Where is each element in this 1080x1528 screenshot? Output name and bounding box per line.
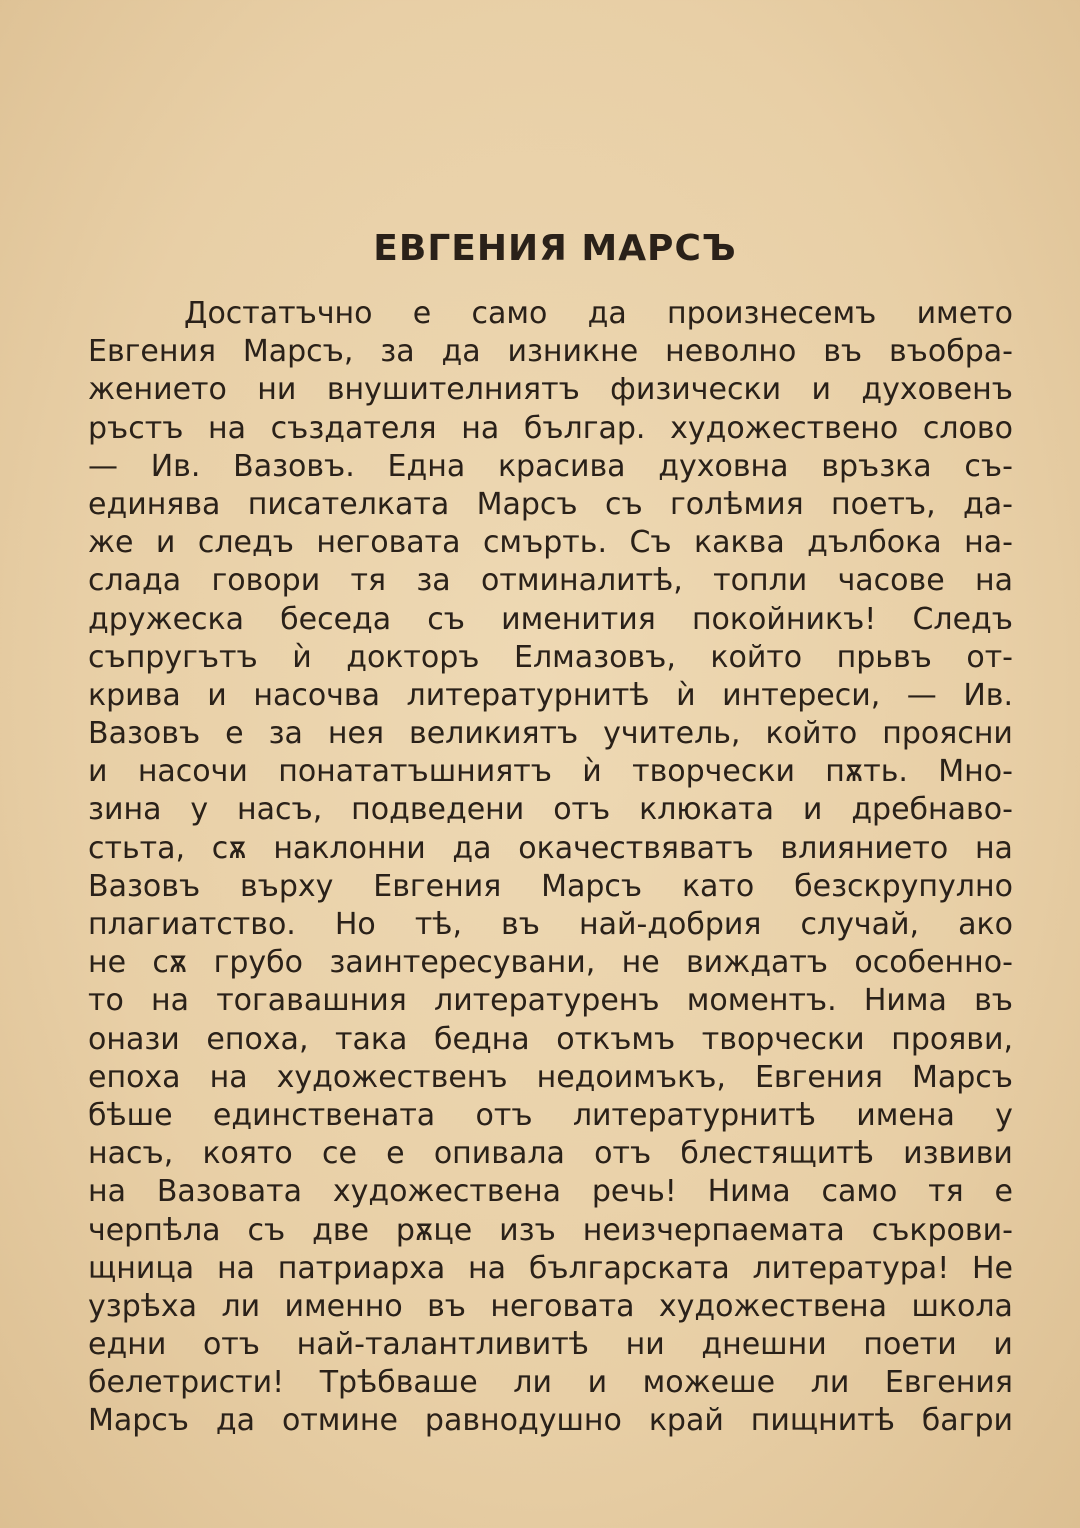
word: на: [208, 410, 247, 446]
word: Достатъчно: [184, 296, 373, 331]
word: духовна: [658, 448, 789, 484]
word: сѫ: [152, 945, 188, 981]
word: да-: [963, 486, 1013, 522]
word: Марсъ,: [242, 334, 354, 370]
word: да: [215, 1403, 256, 1439]
word: школа: [911, 1288, 1013, 1324]
text-line: [88, 524, 1013, 562]
word: единява: [88, 486, 221, 522]
word: създателя: [270, 410, 437, 446]
word: литература!: [752, 1250, 950, 1286]
word: който: [710, 639, 803, 675]
text-line: [88, 371, 1013, 409]
word: неговата: [490, 1288, 635, 1324]
word: изникне: [507, 334, 639, 370]
word: на: [216, 1250, 255, 1286]
word: само: [821, 1174, 898, 1210]
word: единствената: [212, 1097, 436, 1133]
word: творчески: [701, 1021, 865, 1057]
body-text: [88, 295, 1013, 1441]
word: —: [88, 448, 118, 484]
word: онази: [88, 1021, 180, 1057]
text-line: [88, 1212, 1013, 1250]
word: влиянието: [780, 830, 949, 866]
text-line: [88, 1326, 1013, 1364]
word: съ: [604, 486, 643, 522]
word: Вазовъ: [88, 716, 201, 752]
text-line: [88, 1097, 1013, 1135]
word: Не: [971, 1250, 1013, 1286]
word: моментъ.: [686, 983, 837, 1019]
word: нея: [327, 716, 385, 752]
word: писателката: [247, 486, 450, 522]
text-line: [88, 906, 1013, 944]
text-line: [88, 562, 1013, 600]
word: виждатъ: [686, 945, 829, 981]
word: ръстъ: [88, 410, 184, 446]
word: Марсъ: [911, 1059, 1013, 1095]
word: художествена: [658, 1288, 888, 1324]
word: да: [587, 296, 627, 331]
text-line: [88, 677, 1013, 715]
word: покойникъ!: [691, 601, 877, 637]
word: слада: [88, 563, 182, 599]
word: пищнитѣ: [750, 1403, 895, 1439]
word: въ: [974, 983, 1013, 1019]
word: съпругътъ: [88, 639, 258, 675]
word: името: [916, 296, 1013, 331]
word: Ив.: [150, 448, 201, 484]
word: насочва: [253, 677, 380, 713]
word: художествена: [332, 1174, 562, 1210]
word: у: [190, 792, 209, 828]
word: на: [461, 410, 500, 446]
word: българ.: [523, 410, 646, 446]
word: равнодушно: [424, 1403, 622, 1439]
word: съ: [427, 601, 465, 637]
word: неволно: [665, 334, 797, 370]
text-line: [88, 601, 1013, 639]
word: именно: [284, 1288, 403, 1324]
word: дълбока: [807, 525, 942, 561]
text-line: [88, 868, 1013, 906]
word: и: [207, 677, 227, 713]
word: прьвъ: [836, 639, 932, 675]
word: недоимъкъ,: [536, 1059, 726, 1095]
word: на: [468, 1250, 507, 1286]
text-line: [88, 1364, 1013, 1402]
word: откъмъ: [556, 1021, 676, 1057]
word: край: [648, 1403, 724, 1439]
word: интереси,: [722, 677, 881, 713]
word: Марсъ: [476, 486, 578, 522]
word: случай,: [800, 907, 920, 942]
word: и: [88, 754, 108, 790]
text-line: [88, 1021, 1013, 1059]
word: Вазовъ.: [233, 448, 355, 484]
word: съ: [247, 1212, 286, 1248]
word: имена: [856, 1097, 955, 1133]
word: епоха,: [206, 1021, 309, 1057]
word: каква: [694, 525, 785, 561]
word: беседа: [280, 601, 392, 637]
word: же: [88, 525, 134, 561]
word: тя: [928, 1174, 964, 1210]
word: не: [88, 945, 127, 981]
word: отъ: [553, 792, 611, 828]
text-line: [88, 1173, 1013, 1211]
word: и: [993, 1327, 1013, 1363]
text-line: [88, 944, 1013, 982]
word: две: [312, 1212, 369, 1248]
word: на: [974, 563, 1013, 599]
word: красива: [497, 448, 626, 484]
word: неизчерпаемата: [582, 1212, 845, 1248]
word: —: [906, 677, 937, 713]
word: само: [471, 296, 548, 331]
word: Следъ: [912, 601, 1013, 637]
word: художественъ: [276, 1059, 508, 1095]
text-line: [88, 830, 1013, 868]
word: крива: [88, 677, 181, 713]
word: можеше: [642, 1365, 776, 1401]
word: художествено: [670, 410, 899, 446]
word: така: [335, 1021, 408, 1057]
word: за: [416, 563, 451, 599]
word: на-: [964, 525, 1013, 561]
word: въ: [823, 334, 863, 370]
word: дребнаво-: [851, 792, 1013, 828]
word: особенно-: [854, 945, 1013, 981]
word: учитель,: [603, 716, 741, 752]
word: Мно-: [938, 754, 1013, 790]
word: отъ: [475, 1097, 533, 1133]
text-line: [88, 639, 1013, 677]
word: окачествяватъ: [518, 830, 754, 866]
word: Но: [334, 907, 376, 942]
word: отъ: [202, 1327, 260, 1363]
word: подведени: [351, 792, 525, 828]
word: Марсъ: [541, 868, 643, 904]
word: Ив.: [963, 677, 1013, 713]
word: ни: [625, 1327, 665, 1363]
word: Елмазовъ,: [513, 639, 676, 675]
word: стьта,: [88, 830, 186, 866]
word: рѫце: [395, 1212, 473, 1248]
word: внушителниятъ: [326, 372, 580, 408]
word: следъ: [197, 525, 294, 561]
word: смърть.: [482, 525, 607, 561]
word: като: [681, 868, 755, 904]
word: е: [386, 1136, 405, 1172]
word: ако: [958, 907, 1013, 942]
chapter-title: ЕВГЕНИЯ МАРСЪ: [373, 228, 737, 269]
word: е: [994, 1174, 1013, 1210]
word: наклонни: [273, 830, 426, 866]
word: Трѣбваше: [319, 1365, 478, 1401]
word: която: [202, 1136, 293, 1172]
word: Евгения: [754, 1059, 883, 1095]
word: бедна: [433, 1021, 530, 1057]
word: багри: [921, 1403, 1013, 1439]
text-line: [88, 982, 1013, 1020]
word: великиятъ: [409, 716, 579, 752]
word: за: [380, 334, 415, 370]
word: клюката: [639, 792, 775, 828]
word: ли: [513, 1365, 552, 1401]
word: у: [995, 1097, 1013, 1133]
word: да: [452, 830, 492, 866]
word: блестящитѣ: [680, 1136, 874, 1172]
word: духовенъ: [861, 372, 1013, 408]
word: патриарха: [277, 1250, 446, 1286]
word: черпѣла: [88, 1212, 221, 1248]
word: ѝ: [582, 754, 602, 790]
word: и: [802, 792, 823, 828]
word: Евгения: [88, 334, 217, 370]
word: жението: [88, 372, 227, 408]
text-line: [88, 295, 1013, 333]
word: ли: [810, 1365, 850, 1401]
word: отъ: [594, 1136, 652, 1172]
word: най-талантливитѣ: [296, 1327, 589, 1363]
word: ѝ: [676, 677, 696, 713]
word: от-: [966, 639, 1013, 675]
word: връзка: [821, 448, 932, 484]
word: е: [225, 716, 244, 752]
word: докторъ: [346, 639, 480, 675]
word: понататъшниятъ: [278, 754, 552, 790]
word: е: [412, 296, 432, 331]
word: дружеска: [88, 601, 245, 637]
word: творчески: [632, 754, 795, 790]
word: слово: [922, 410, 1013, 446]
word: най-добрия: [578, 907, 762, 942]
word: извиви: [903, 1136, 1013, 1172]
word: Нима: [863, 983, 947, 1019]
word: епоха: [88, 1059, 181, 1095]
word: зина: [88, 792, 162, 828]
word: и: [587, 1365, 608, 1401]
word: топли: [713, 563, 808, 599]
word: отмине: [281, 1403, 398, 1439]
word: плагиатство.: [88, 907, 296, 942]
word: съкрови-: [871, 1212, 1013, 1248]
word: който: [765, 716, 858, 752]
word: неговата: [316, 525, 461, 561]
text-line: [88, 486, 1013, 524]
text-line: [88, 1288, 1013, 1326]
word: изъ: [499, 1212, 556, 1248]
word: днешни: [701, 1327, 827, 1363]
text-line: [88, 791, 1013, 829]
word: тогавашния: [216, 983, 407, 1019]
text-line: [88, 1250, 1013, 1288]
word: сѫ: [211, 830, 247, 866]
word: щница: [88, 1250, 195, 1286]
word: на: [88, 1174, 126, 1210]
word: грубо: [213, 945, 304, 981]
word: и: [155, 525, 176, 561]
word: литературнитѣ: [406, 677, 650, 713]
word: ни: [257, 372, 297, 408]
word: тя: [350, 563, 387, 599]
word: за: [268, 716, 303, 752]
word: не: [621, 945, 660, 981]
word: насъ,: [237, 792, 323, 828]
word: ли: [221, 1288, 261, 1324]
word: и: [811, 372, 831, 408]
text-line: [88, 1402, 1013, 1440]
word: Марсъ: [88, 1403, 190, 1439]
word: съ-: [964, 448, 1013, 484]
word: на: [209, 1059, 248, 1095]
word: поетъ,: [831, 486, 936, 522]
word: голѣмия: [670, 486, 804, 522]
word: Вазовата: [156, 1174, 303, 1210]
word: на: [151, 983, 190, 1019]
word: ѝ: [292, 639, 312, 675]
word: насочи: [137, 754, 248, 790]
word: въ: [501, 907, 540, 942]
word: белетристи!: [88, 1365, 285, 1401]
word: Нима: [707, 1174, 791, 1210]
word: се: [322, 1136, 357, 1172]
word: насъ,: [88, 1136, 174, 1172]
word: проясни: [882, 716, 1013, 752]
word: Евгения: [373, 868, 502, 904]
word: литературенъ: [434, 983, 660, 1019]
word: бѣше: [88, 1097, 173, 1133]
text-line: [88, 410, 1013, 448]
word: опивала: [433, 1136, 565, 1172]
word: да: [441, 334, 481, 370]
word: заинтересувани,: [329, 945, 596, 981]
text-line: [88, 448, 1013, 486]
word: поети: [863, 1327, 957, 1363]
word: въ: [427, 1288, 466, 1324]
word: произнесемъ: [667, 296, 877, 331]
word: отминалитѣ,: [481, 563, 683, 599]
word: безскрупулно: [794, 868, 1013, 904]
text-line: [88, 1135, 1013, 1173]
text-line: [88, 333, 1013, 371]
word: говори: [211, 563, 321, 599]
word: Съ: [629, 525, 672, 561]
word: Вазовъ: [88, 868, 201, 904]
word: тѣ,: [414, 907, 462, 942]
word: въобра-: [888, 334, 1013, 370]
word: Една: [387, 448, 466, 484]
text-line: [88, 715, 1013, 753]
text-line: [88, 1059, 1013, 1097]
word: Евгения: [884, 1365, 1013, 1401]
word: часове: [837, 563, 945, 599]
word: българската: [528, 1250, 730, 1286]
word: прояви,: [891, 1021, 1013, 1057]
word: именития: [501, 601, 656, 637]
word: физически: [610, 372, 782, 408]
word: то: [88, 983, 124, 1019]
word: едни: [88, 1327, 167, 1363]
word: пѫть.: [825, 754, 908, 790]
word: литературнитѣ: [572, 1097, 816, 1133]
word: речь!: [591, 1174, 677, 1210]
word: на: [974, 830, 1013, 866]
word: узрѣха: [88, 1288, 198, 1324]
text-line: [88, 753, 1013, 791]
word: върху: [239, 868, 334, 904]
